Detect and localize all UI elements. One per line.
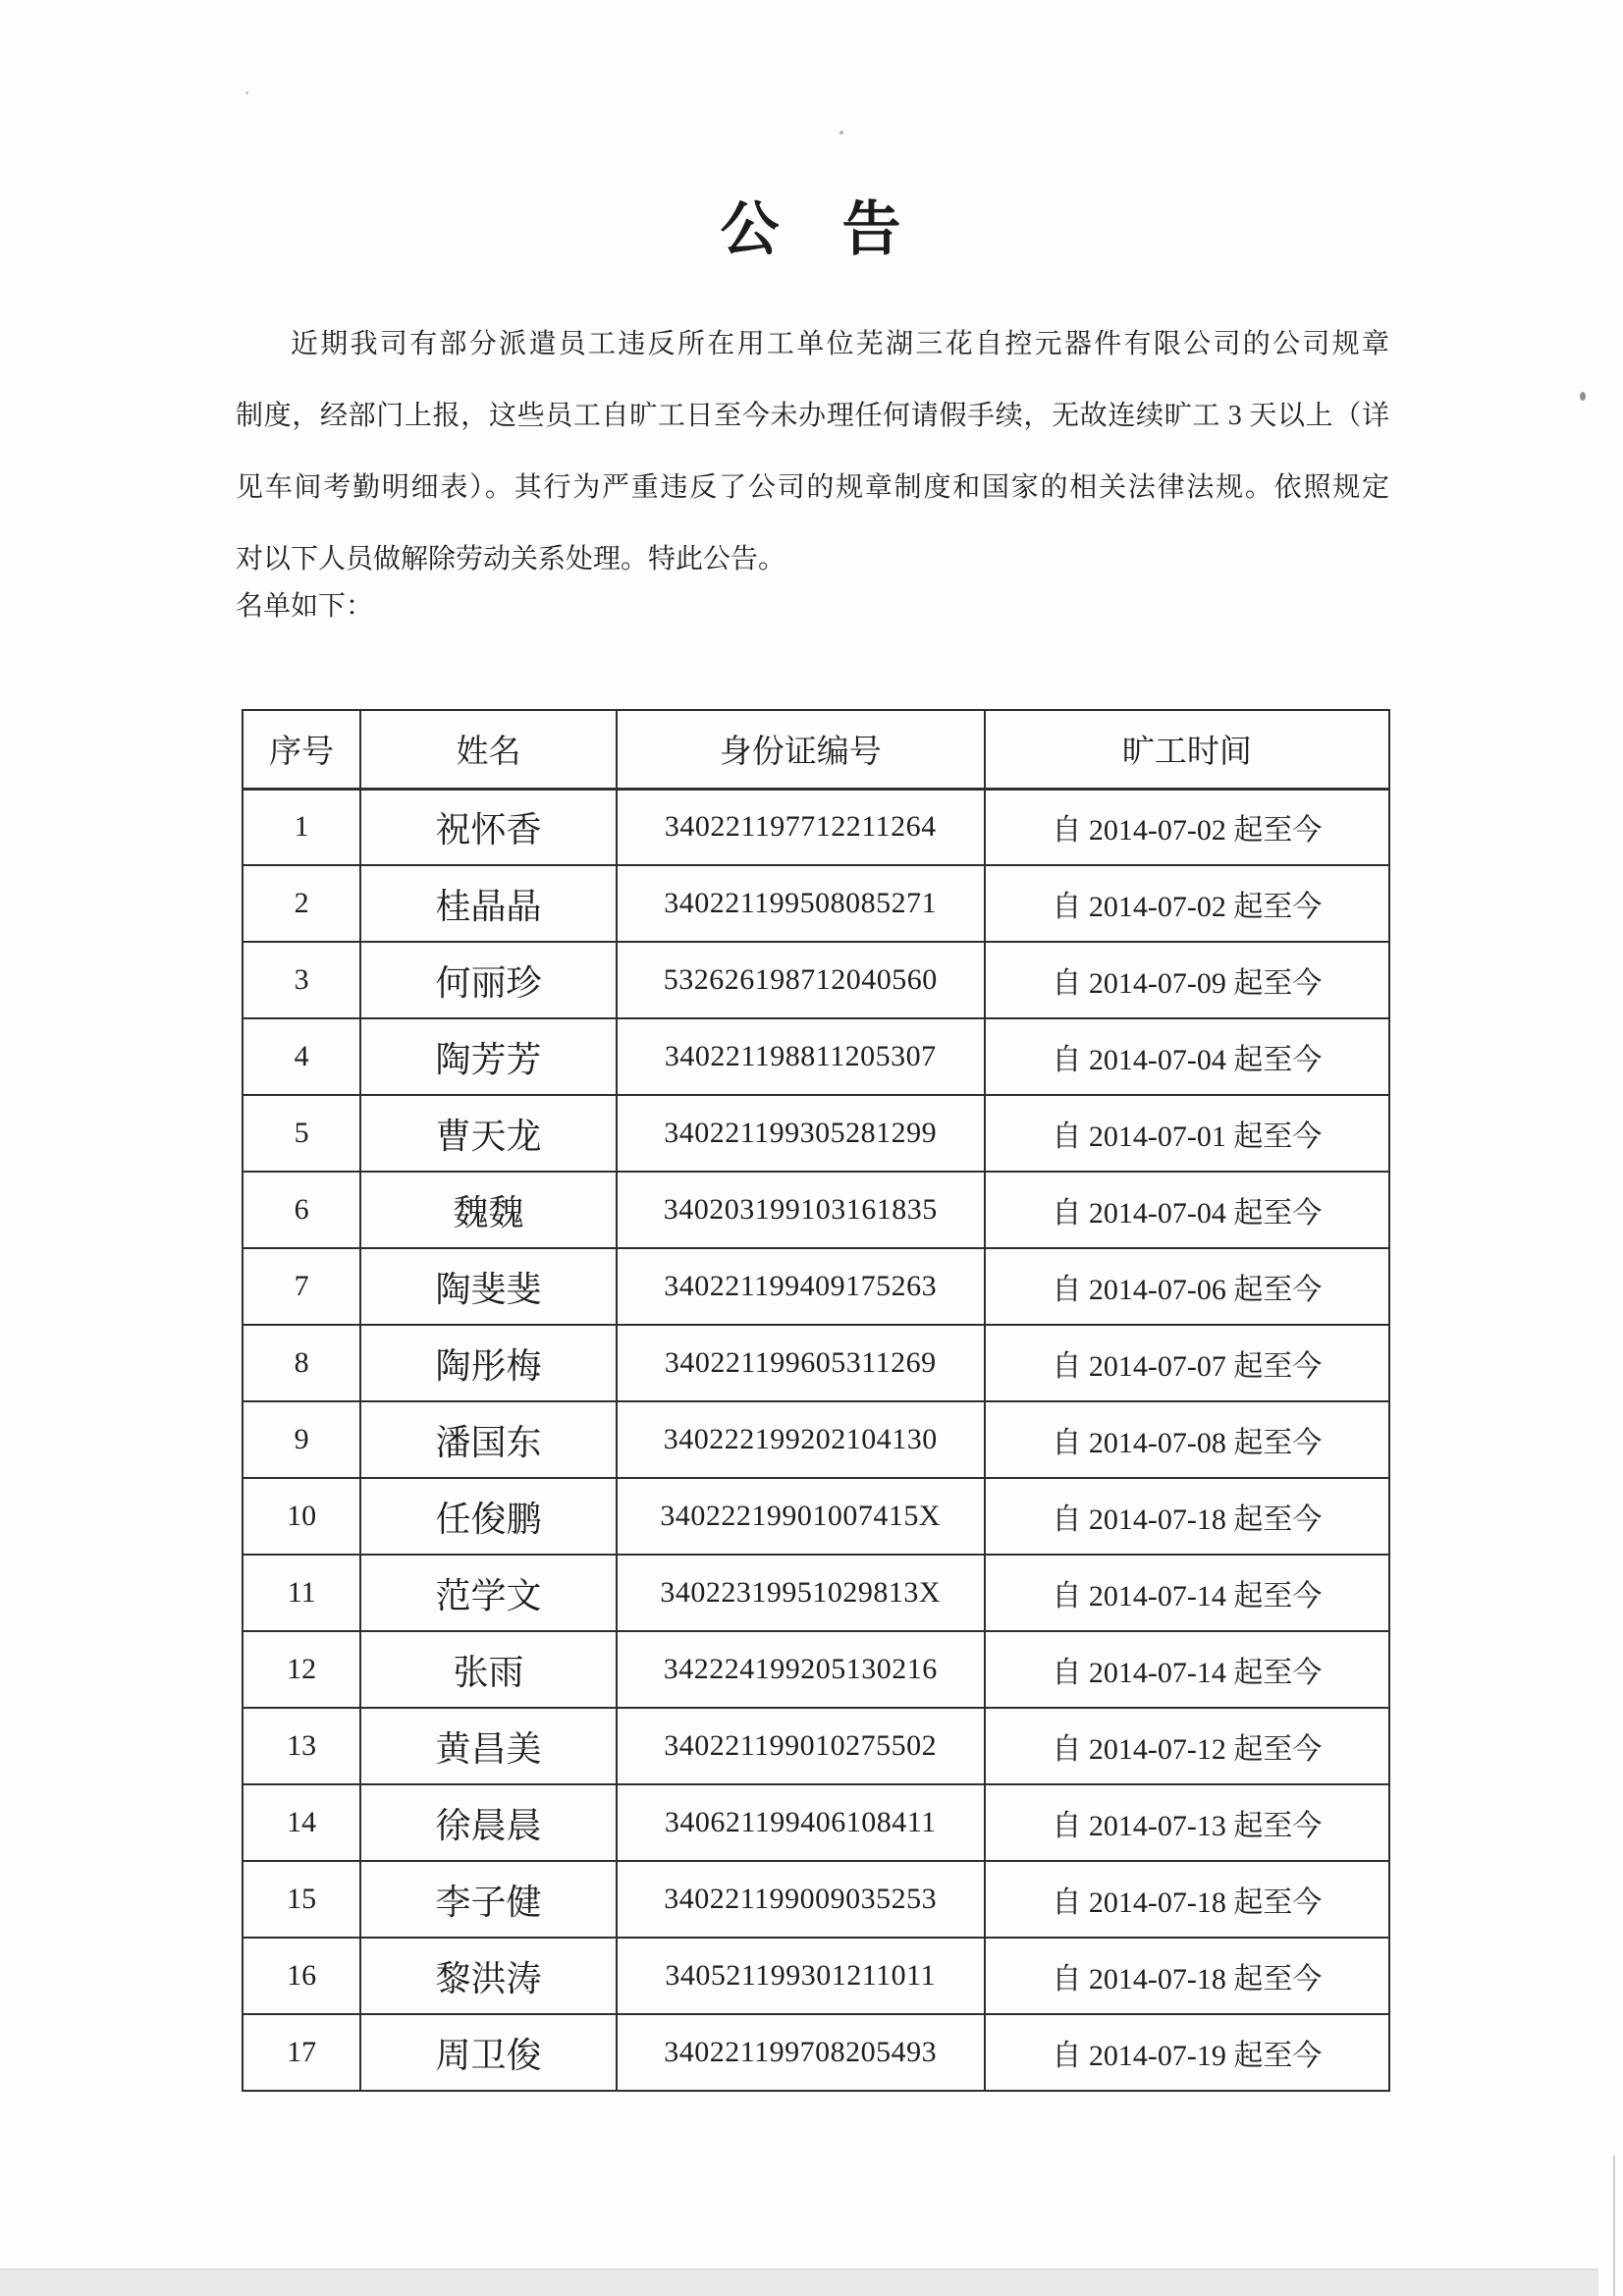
row-employee-name: 周卫俊 [360,2014,616,2091]
absence-roster-table [242,709,1390,2092]
row-index: 8 [243,1325,360,1401]
table-row [243,1248,1389,1325]
row-employee-name: 陶芳芳 [360,1018,616,1095]
row-absence-period: 自 2014-07-06 起至今 [985,1248,1389,1325]
scan-edge-line [1613,2156,1615,2296]
row-employee-name: 范学文 [360,1555,616,1631]
row-id-number: 340221199605311269 [617,1325,985,1401]
table-row [243,1095,1389,1172]
row-absence-period: 自 2014-07-13 起至今 [985,1784,1389,1861]
row-absence-period: 自 2014-07-02 起至今 [985,865,1389,942]
row-id-number: 340221199409175263 [617,1248,985,1325]
row-absence-period: 自 2014-07-14 起至今 [985,1631,1389,1708]
row-id-number: 340221199305281299 [617,1095,985,1172]
row-index: 3 [243,942,360,1018]
row-employee-name: 何丽珍 [360,942,616,1018]
table-body [243,789,1389,2091]
row-absence-period: 自 2014-07-07 起至今 [985,1325,1389,1401]
row-id-number: 340222199202104130 [617,1401,985,1478]
row-index: 9 [243,1401,360,1478]
row-index: 7 [243,1248,360,1325]
row-absence-period: 自 2014-07-14 起至今 [985,1555,1389,1631]
row-index: 12 [243,1631,360,1708]
row-id-number: 340621199406108411 [617,1784,985,1861]
row-employee-name: 黄昌美 [360,1708,616,1784]
list-label: 名单如下： [236,591,374,622]
row-id-number: 342224199205130216 [617,1631,985,1708]
paragraph-line: 见车间考勤明细表）。其行为严重违反了公司的规章制度和国家的相关法律法规。依照规定 [236,472,1389,503]
row-absence-period: 自 2014-07-04 起至今 [985,1018,1389,1095]
table-row [243,1784,1389,1861]
table-row [243,1631,1389,1708]
row-absence-period: 自 2014-07-18 起至今 [985,1861,1389,1938]
row-absence-period: 自 2014-07-19 起至今 [985,2014,1389,2091]
scan-bottom-shadow [0,2269,1598,2296]
col-header-name: 姓名 [360,710,616,789]
table-row [243,1938,1389,2014]
announcement-paragraph [236,308,1389,595]
col-header-index: 序号 [243,710,360,789]
row-employee-name: 黎洪涛 [360,1938,616,2014]
row-index: 17 [243,2014,360,2091]
row-index: 11 [243,1555,360,1631]
row-index: 10 [243,1478,360,1555]
table-row [243,2014,1389,2091]
row-id-number: 340521199301211011 [617,1938,985,2014]
row-id-number: 340221199009035253 [617,1861,985,1938]
row-index: 6 [243,1172,360,1248]
row-index: 2 [243,865,360,942]
paragraph-line: 制度，经部门上报，这些员工自旷工日至今未办理任何请假手续，无故连续旷工 3 天以上（详 [236,401,1389,431]
row-id-number: 340203199103161835 [617,1172,985,1248]
row-absence-period: 自 2014-07-18 起至今 [985,1938,1389,2014]
row-employee-name: 李子健 [360,1861,616,1938]
table-row [243,789,1389,865]
scan-speck [839,131,843,135]
row-id-number: 340221198811205307 [617,1018,985,1095]
page-title: 公 告 [720,197,903,262]
row-id-number: 34022319951029813X [617,1555,985,1631]
row-index: 1 [243,789,360,865]
table-row [243,1401,1389,1478]
row-employee-name: 陶彤梅 [360,1325,616,1401]
row-absence-period: 自 2014-07-18 起至今 [985,1478,1389,1555]
paragraph-line: 近期我司有部分派遣员工违反所在用工单位芜湖三花自控元器件有限公司的公司规章 [291,329,1389,359]
col-header-absence-period: 旷工时间 [985,710,1389,789]
row-absence-period: 自 2014-07-01 起至今 [985,1095,1389,1172]
row-absence-period: 自 2014-07-08 起至今 [985,1401,1389,1478]
row-index: 15 [243,1861,360,1938]
row-absence-period: 自 2014-07-12 起至今 [985,1708,1389,1784]
row-index: 16 [243,1938,360,2014]
table-row [243,1172,1389,1248]
row-id-number: 532626198712040560 [617,942,985,1018]
row-index: 14 [243,1784,360,1861]
row-absence-period: 自 2014-07-09 起至今 [985,942,1389,1018]
table-row [243,865,1389,942]
table-row [243,942,1389,1018]
row-employee-name: 魏魏 [360,1172,616,1248]
row-employee-name: 徐晨晨 [360,1784,616,1861]
table-row [243,1478,1389,1555]
row-absence-period: 自 2014-07-02 起至今 [985,789,1389,865]
paragraph-line: 对以下人员做解除劳动关系处理。特此公告。 [236,544,786,574]
table-row [243,1708,1389,1784]
row-employee-name: 潘国东 [360,1401,616,1478]
row-id-number: 340221199010275502 [617,1708,985,1784]
row-employee-name: 曹天龙 [360,1095,616,1172]
row-employee-name: 张雨 [360,1631,616,1708]
table-row [243,1018,1389,1095]
scan-speck [245,91,248,94]
row-employee-name: 陶斐斐 [360,1248,616,1325]
table-row [243,1325,1389,1401]
col-header-id-number: 身份证编号 [617,710,985,789]
row-id-number: 340221197712211264 [617,789,985,865]
row-id-number: 34022219901007415X [617,1478,985,1555]
table-row [243,1555,1389,1631]
row-id-number: 340221199508085271 [617,865,985,942]
table-row [243,1861,1389,1938]
row-employee-name: 祝怀香 [360,789,616,865]
row-index: 5 [243,1095,360,1172]
scan-speck [1580,392,1586,401]
row-absence-period: 自 2014-07-04 起至今 [985,1172,1389,1248]
row-employee-name: 任俊鹏 [360,1478,616,1555]
table-header-row [243,710,1389,789]
row-id-number: 340221199708205493 [617,2014,985,2091]
row-employee-name: 桂晶晶 [360,865,616,942]
row-index: 13 [243,1708,360,1784]
row-index: 4 [243,1018,360,1095]
